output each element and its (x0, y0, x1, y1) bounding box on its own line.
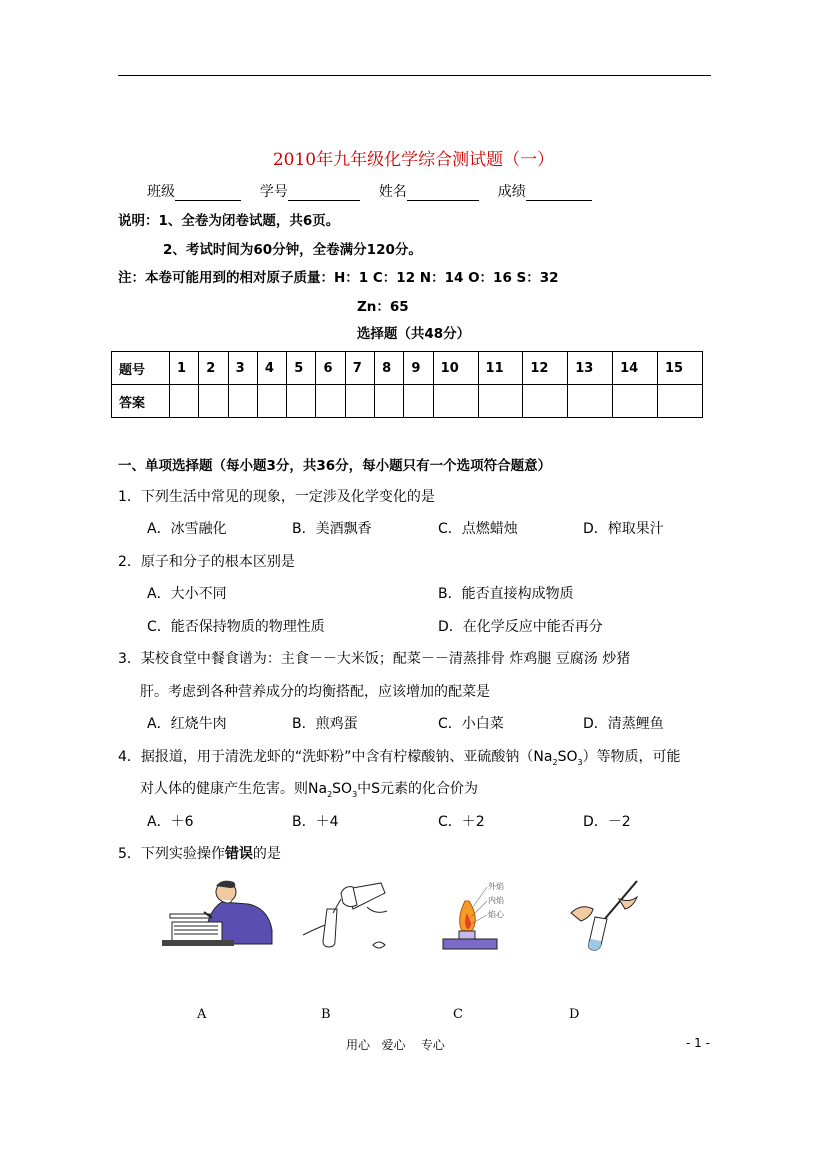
field-name-label: 姓名 (378, 184, 407, 200)
answer-table (111, 351, 703, 418)
q-number: 9 (404, 352, 433, 385)
row-label-number: 题号 (112, 352, 170, 385)
q-number: 14 (613, 352, 658, 385)
header-rule (118, 75, 711, 76)
answer-table-number-row (112, 352, 703, 385)
answer-cell[interactable] (345, 385, 374, 418)
q-number: 15 (657, 352, 702, 385)
q3-stem-line1: 3．某校食堂中餐食谱为：主食－－大米饭；配菜－－清蒸排骨 炸鸡腿 豆腐汤 炒猪 (118, 651, 631, 667)
q5-figure-d (567, 877, 645, 955)
answer-cell[interactable] (316, 385, 345, 418)
q5-label-c: C (453, 1007, 463, 1022)
footer-motto: 用心 爱心 专心 (346, 1038, 445, 1052)
q4-stem-line1: 4．据报道，用于清洗龙虾的“洗虾粉”中含有柠檬酸钠、亚硫酸钠$(Na_2SO_3)$等物质，可能 (118, 749, 681, 767)
q3-option-b: B．煎鸡蛋 (292, 716, 358, 732)
q-number: 5 (287, 352, 316, 385)
q4-option-a: A．＋6 (147, 814, 194, 830)
flame-label-outer: 外焰 (488, 882, 504, 891)
q2-option-b: B．能否直接构成物质 (438, 586, 574, 602)
flame-label-inner: 内焰 (488, 896, 504, 905)
note-line-4: Zn：65 (357, 299, 409, 315)
q1-option-b: B．美酒飘香 (292, 521, 372, 537)
note-line-1: 说明：1、全卷为闭卷试题，共6页。 (118, 213, 340, 229)
field-class-blank[interactable] (175, 186, 241, 201)
q-number: 10 (433, 352, 478, 385)
q4-option-c: C．＋2 (438, 814, 485, 830)
q-number: 3 (228, 352, 257, 385)
q-number: 6 (316, 352, 345, 385)
info-fields (147, 181, 592, 201)
q5-figure-b (297, 879, 389, 959)
q1-option-d: D．榨取果汁 (583, 521, 664, 537)
answer-cell[interactable] (433, 385, 478, 418)
q1-stem: 1．下列生活中常见的现象，一定涉及化学变化的是 (118, 489, 435, 505)
q-number: 8 (375, 352, 404, 385)
note-line-3: 注：本卷可能用到的相对原子质量：H：1 C：12 N：14 O：16 S：32 (118, 270, 559, 286)
q1-option-c: C．点燃蜡烛 (438, 521, 518, 537)
q5-label-a: A (197, 1007, 207, 1022)
flame-label-core: 焰心 (488, 910, 504, 919)
q2-stem: 2．原子和分子的根本区别是 (118, 554, 295, 570)
q-number: 2 (199, 352, 228, 385)
q5-figure-a (160, 878, 278, 952)
answer-cell[interactable] (228, 385, 257, 418)
field-id-blank[interactable] (288, 186, 360, 201)
page-number: - 1 - (686, 1036, 710, 1050)
q3-option-a: A．红烧牛肉 (147, 716, 227, 732)
row-label-answer: 答案 (112, 385, 170, 418)
answer-cell[interactable] (257, 385, 286, 418)
exam-title: 2010年九年级化学综合测试题（一） (272, 150, 555, 170)
q4-option-d: D．－2 (583, 814, 631, 830)
field-id-label: 学号 (259, 184, 288, 200)
answer-table-answer-row (112, 385, 703, 418)
q-number: 12 (523, 352, 568, 385)
q-number: 4 (257, 352, 286, 385)
field-name-blank[interactable] (407, 186, 479, 201)
q5-label-d: D (569, 1007, 580, 1022)
q-number: 7 (345, 352, 374, 385)
q-number: 1 (170, 352, 199, 385)
answer-cell[interactable] (478, 385, 523, 418)
answer-table-caption: 选择题（共48分） (356, 326, 471, 342)
q3-stem-line2: 肝。考虑到各种营养成分的均衡搭配，应该增加的配菜是 (140, 684, 490, 700)
q5-label-b: B (321, 1007, 331, 1022)
q1-option-a: A．冰雪融化 (147, 521, 227, 537)
q5-figure-c (433, 877, 515, 953)
answer-cell[interactable] (613, 385, 658, 418)
q2-option-a: A．大小不同 (147, 586, 227, 602)
answer-cell[interactable] (287, 385, 316, 418)
q4-stem-line2: 对人体的健康产生危害。则$Na_2SO_3$中S元素的化合价为 (140, 781, 479, 799)
q3-option-c: C．小白菜 (438, 716, 504, 732)
field-class-label: 班级 (147, 184, 175, 200)
field-score-blank[interactable] (526, 186, 592, 201)
section-heading: 一、单项选择题（每小题3分，共36分，每小题只有一个选项符合题意） (118, 458, 552, 474)
q3-option-d: D．清蒸鲤鱼 (583, 716, 664, 732)
answer-cell[interactable] (523, 385, 568, 418)
answer-cell[interactable] (404, 385, 433, 418)
q-number: 11 (478, 352, 523, 385)
answer-cell[interactable] (568, 385, 613, 418)
q2-option-c: C．能否保持物质的物理性质 (147, 619, 325, 635)
q-number: 13 (568, 352, 613, 385)
answer-cell[interactable] (657, 385, 702, 418)
note-line-2: 2、考试时间为60分钟，全卷满分120分。 (163, 242, 422, 258)
q5-stem: 5．下列实验操作错误的是 (118, 846, 281, 862)
q2-option-d: D．在化学反应中能否再分 (438, 619, 603, 635)
answer-cell[interactable] (199, 385, 228, 418)
answer-cell[interactable] (375, 385, 404, 418)
field-score-label: 成绩 (497, 184, 526, 200)
answer-cell[interactable] (170, 385, 199, 418)
q4-option-b: B．＋4 (292, 814, 339, 830)
